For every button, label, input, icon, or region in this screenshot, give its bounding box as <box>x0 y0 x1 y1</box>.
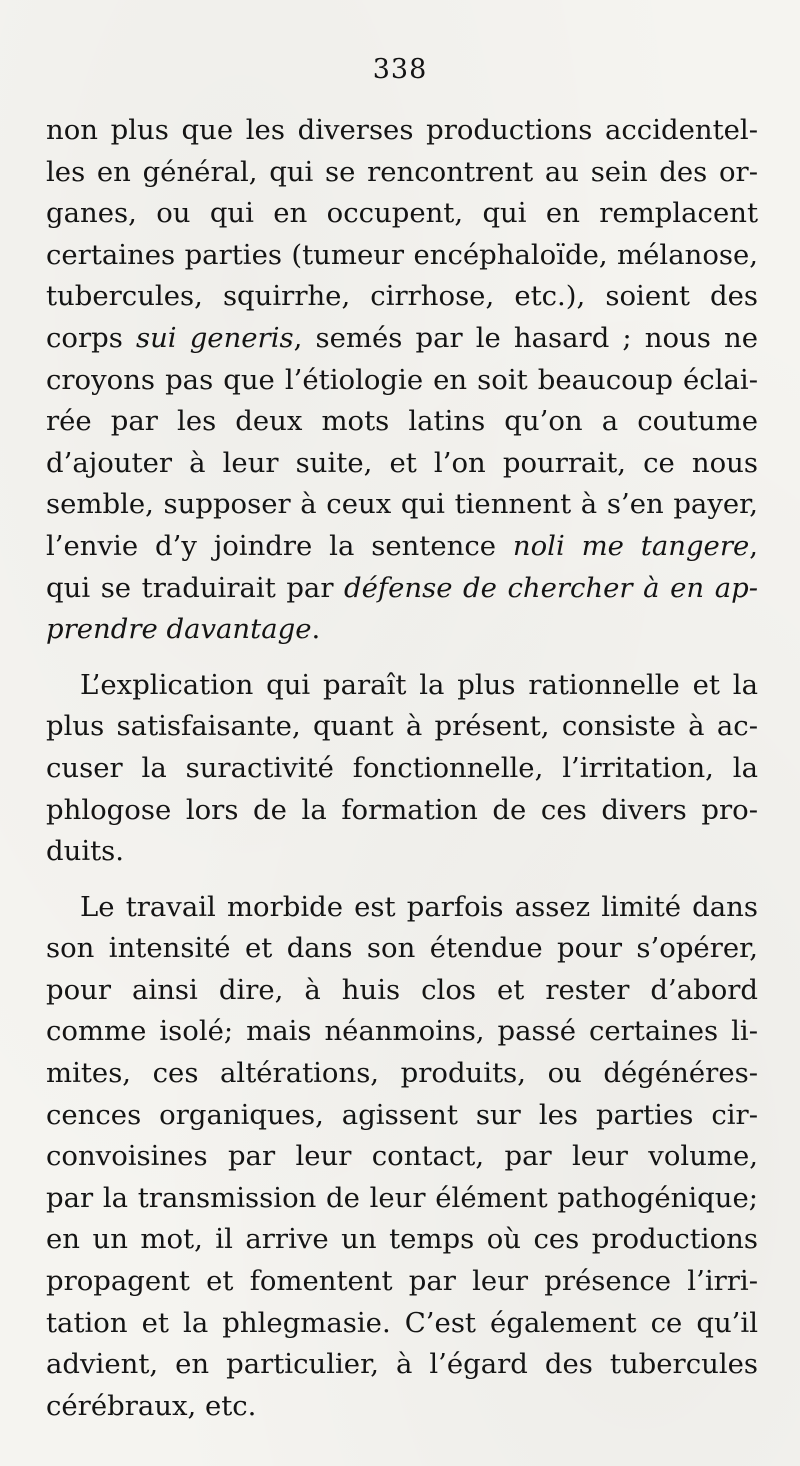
text-line: Le travail morbide est parfois assez limité dans <box>80 890 758 923</box>
text-line: les en général, qui se rencontrent au sein des or- <box>46 155 758 188</box>
text-line: semble, supposer à ceux qui tiennent à s’en payer, <box>46 488 758 521</box>
text-line: tation et la phlegmasie. C’est également ce qu’il <box>46 1306 758 1339</box>
body-text <box>46 110 758 1427</box>
italic-phrase: noli me tangere <box>512 529 750 562</box>
text-line: phlogose lors de la formation de ces divers pro- <box>46 793 758 826</box>
text-line: advient, en particulier, à l’égard des tubercules <box>46 1348 758 1381</box>
text-line: cences organiques, agissent sur les parties cir- <box>46 1098 758 1131</box>
text-line: prendre davantage. <box>46 613 321 646</box>
text-line: par la transmission de leur élément pathogénique; <box>46 1181 758 1214</box>
text-line: corps sui generis, semés par le hasard ; nous ne <box>46 321 759 354</box>
text-line: mites, ces altérations, produits, ou dégénéres- <box>46 1057 758 1090</box>
text-line: d’ajouter à leur suite, et l’on pourrait, ce nous <box>46 446 758 479</box>
paragraph <box>46 110 758 651</box>
text-line: croyons pas que l’étiologie en soit beaucoup éclai- <box>46 363 758 396</box>
text-line: tubercules, squirrhe, cirrhose, etc.), soient des <box>46 280 758 313</box>
text-line: l’envie d’y joindre la sentence noli me tangere, <box>46 529 758 562</box>
text-line: cérébraux, etc. <box>46 1389 257 1422</box>
text-line: L’explication qui paraît la plus rationnelle et la <box>80 668 758 701</box>
paragraph <box>46 887 758 1428</box>
text-line: certaines parties (tumeur encéphaloïde, mélanose, <box>46 238 758 271</box>
text-line: qui se traduirait par défense de chercher à en ap- <box>46 571 758 604</box>
page-number: 338 <box>372 54 428 85</box>
text-line: convoisines par leur contact, par leur volume, <box>46 1140 758 1173</box>
text-line: cuser la suractivité fonctionnelle, l’irritation, la <box>46 751 758 784</box>
text-line: comme isolé; mais néanmoins, passé certaines li- <box>46 1015 758 1048</box>
paragraph-gap <box>46 651 758 665</box>
text-line: plus satisfaisante, quant à présent, consiste à ac- <box>46 710 758 743</box>
italic-phrase: défense de chercher à en ap- <box>344 571 758 604</box>
text-line: non plus que les diverses productions accidentel- <box>46 114 758 146</box>
text-line: en un mot, il arrive un temps où ces productions <box>46 1223 758 1256</box>
text-line: rée par les deux mots latins qu’on a coutume <box>46 405 758 438</box>
text-line: duits. <box>46 835 125 868</box>
italic-phrase: prendre davantage <box>46 613 312 646</box>
italic-phrase: sui generis <box>135 321 294 354</box>
paragraph-gap <box>46 873 758 887</box>
text-line: ganes, ou qui en occupent, qui en remplacent <box>46 197 758 230</box>
paragraph <box>46 665 758 873</box>
text-line: propagent et fomentent par leur présence l’irri- <box>46 1265 758 1298</box>
text-line: pour ainsi dire, à huis clos et rester d’abord <box>46 973 758 1006</box>
text-line: son intensité et dans son étendue pour s’opérer, <box>46 932 758 965</box>
